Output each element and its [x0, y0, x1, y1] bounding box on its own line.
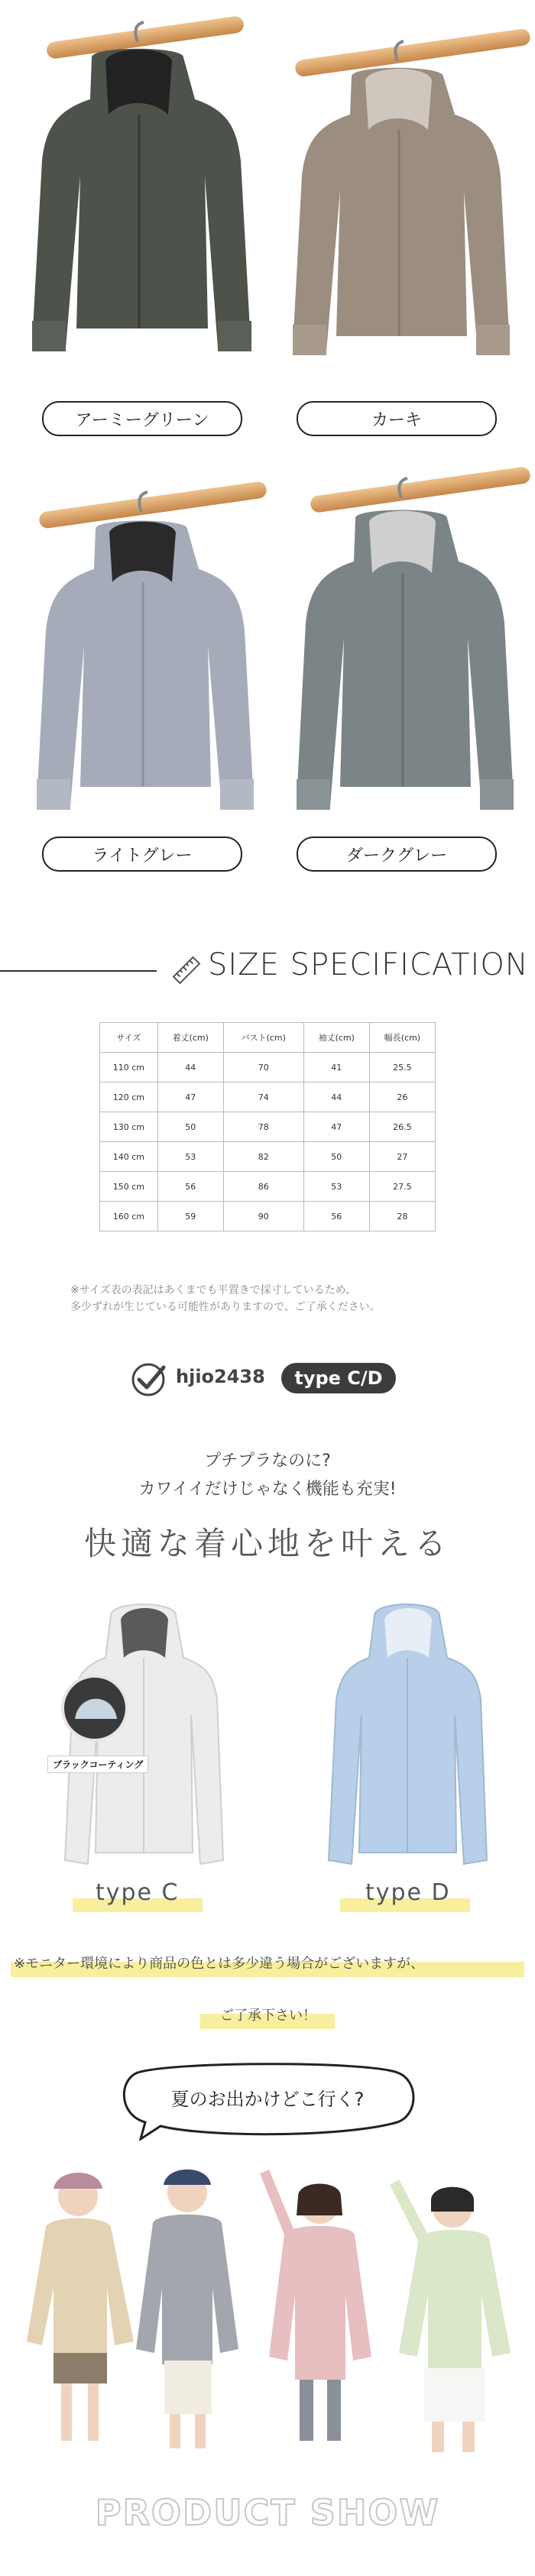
- type-d-hoodie-photo: [317, 1600, 493, 1875]
- checkmark-icon: [130, 1361, 167, 1398]
- monitor-note-line-1: ※モニター環境により商品の色とは多少違う場合がございますが、: [14, 1956, 425, 1972]
- table-cell: 70: [223, 1053, 303, 1083]
- table-header-cell: 着丈(cm): [157, 1023, 223, 1053]
- product-show-title: PRODUCT SHOW: [95, 2492, 440, 2533]
- feature-line-1: プチプラなのに?: [204, 1451, 331, 1471]
- color-label-text: ライトグレー: [92, 846, 193, 866]
- table-cell: 25.5: [369, 1053, 435, 1083]
- table-cell: 50: [303, 1142, 369, 1172]
- color-label-dark-gray[interactable]: [297, 837, 497, 872]
- table-cell: 110 cm: [100, 1053, 158, 1083]
- size-note-line-2: 多少ずれが生じている可能性がありますので、ご了承ください。: [70, 1301, 381, 1313]
- kids-photo: [0, 2150, 535, 2471]
- table-row: [100, 1172, 436, 1202]
- table-cell: 78: [223, 1112, 303, 1142]
- table-cell: 26.5: [369, 1112, 435, 1142]
- hoodie-photo-khaki: [271, 0, 531, 321]
- table-row: [100, 1112, 436, 1142]
- color-label-khaki[interactable]: [297, 401, 497, 436]
- feature-line-2: カワイイだけじゃなく機能も充実!: [138, 1480, 397, 1499]
- table-cell: 47: [157, 1083, 223, 1112]
- table-cell: 59: [157, 1202, 223, 1231]
- table-cell: 27: [369, 1142, 435, 1172]
- table-cell: 160 cm: [100, 1202, 158, 1231]
- table-header-cell: サイズ: [100, 1023, 158, 1053]
- color-label-text: アーミーグリーン: [75, 410, 209, 430]
- table-cell: 74: [223, 1083, 303, 1112]
- table-cell: 56: [157, 1172, 223, 1202]
- hoodie-photo-army-green: [8, 0, 268, 321]
- table-cell: 86: [223, 1172, 303, 1202]
- coating-callout-label: ブラックコーティング: [47, 1756, 148, 1773]
- table-cell: 26: [369, 1083, 435, 1112]
- table-row: [100, 1202, 436, 1231]
- table-cell: 44: [157, 1053, 223, 1083]
- product-type-badge: type C/D: [281, 1363, 396, 1393]
- table-cell: 90: [223, 1202, 303, 1231]
- table-cell: 28: [369, 1202, 435, 1231]
- type-d-label: type D: [365, 1879, 451, 1906]
- color-label-army-green[interactable]: [42, 401, 242, 436]
- table-header-row: [100, 1023, 436, 1053]
- table-cell: 82: [223, 1142, 303, 1172]
- table-cell: 130 cm: [100, 1112, 158, 1142]
- table-cell: 53: [157, 1142, 223, 1172]
- table-header-cell: 袖丈(cm): [303, 1023, 369, 1053]
- type-c-label: type C: [96, 1879, 180, 1906]
- size-note-line-1: ※サイズ表の表記はあくまでも平置きで採寸しているため、: [70, 1284, 357, 1296]
- table-row: [100, 1083, 436, 1112]
- table-cell: 47: [303, 1112, 369, 1142]
- table-cell: 53: [303, 1172, 369, 1202]
- speech-bubble-text: 夏のお出かけどこ行く?: [170, 2089, 365, 2110]
- hoodie-photo-dark-gray: [271, 458, 531, 779]
- table-header-cell: 幅長(cm): [369, 1023, 435, 1053]
- table-row: [100, 1142, 436, 1172]
- table-cell: 140 cm: [100, 1142, 158, 1172]
- color-label-text: カーキ: [371, 410, 422, 430]
- hoodie-photo-light-gray: [8, 458, 268, 779]
- color-label-light-gray[interactable]: [42, 837, 242, 872]
- coating-detail-circle: [60, 1673, 130, 1743]
- table-cell: 27.5: [369, 1172, 435, 1202]
- table-row: [100, 1053, 436, 1083]
- table-cell: 150 cm: [100, 1172, 158, 1202]
- table-cell: 41: [303, 1053, 369, 1083]
- product-code: hjio2438: [176, 1366, 265, 1387]
- table-cell: 50: [157, 1112, 223, 1142]
- table-cell: 44: [303, 1083, 369, 1112]
- monitor-note-line-2: ご了承下さい！: [220, 2008, 316, 2024]
- section-divider-line: [0, 970, 157, 972]
- feature-headline: 快適な着心地を叶える: [83, 1525, 451, 1562]
- size-table: [99, 1022, 436, 1231]
- color-label-text: ダークグレー: [345, 846, 447, 866]
- table-header-cell: バスト(cm): [223, 1023, 303, 1053]
- ruler-icon: [170, 953, 203, 987]
- size-section-title: SIZE SPECIFICATION: [208, 947, 529, 982]
- table-cell: 56: [303, 1202, 369, 1231]
- table-cell: 120 cm: [100, 1083, 158, 1112]
